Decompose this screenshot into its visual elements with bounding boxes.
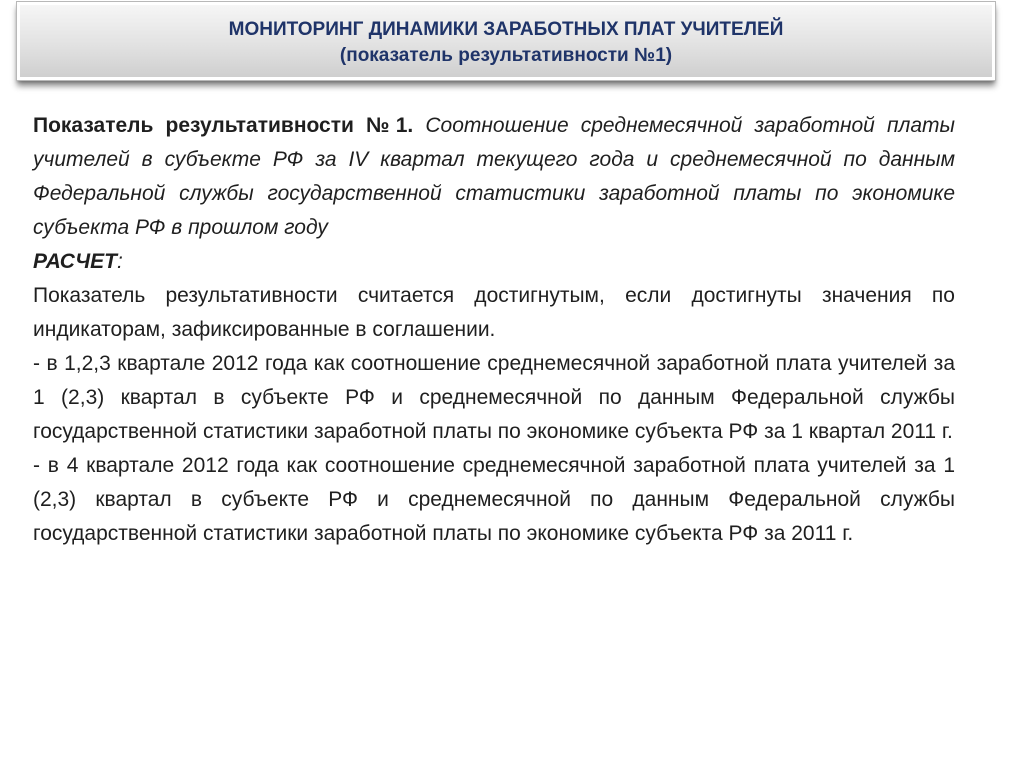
indicator-paragraph xyxy=(33,109,955,245)
slide-title: МОНИТОРИНГ ДИНАМИКИ ЗАРАБОТНЫХ ПЛАТ УЧИТЕЛЕЙ xyxy=(228,19,784,40)
indicator-definition: Соотношение среднемесячной заработной платы учителей в субъекте РФ за IV квартал текущего года и среднемесячной по данным Федеральной службы государственной статистики заработной платы по экономике субъекта РФ в прошлом году xyxy=(33,114,955,239)
calc-heading xyxy=(33,245,955,279)
calc-colon: : xyxy=(116,250,123,273)
slide-subtitle: (показатель результативности №1) xyxy=(339,45,673,66)
slide-title-banner xyxy=(17,2,995,80)
list-item-q123: - в 1,2,3 квартале 2012 года как соотношение среднемесячной заработной плата учителей за 1 (2,3) квартал в субъекте РФ и среднемесячной по данным Федеральной службы государственной статистики заработной платы по экономике субъекта РФ за 1 квартал 2011 г. xyxy=(33,352,955,443)
list-item-q4: - в 4 квартале 2012 года как соотношение среднемесячной заработной плата учителей за 1 (2,3) квартал в субъекте РФ и среднемесячной по данным Федеральной службы государственной статистики заработной платы по экономике субъекта РФ за 2011 г. xyxy=(33,454,955,545)
achievement-paragraph: Показатель результативности считается достигнутым, если достигнуты значения по индикаторам, зафиксированные в соглашении. xyxy=(33,284,955,341)
slide-body xyxy=(33,109,955,551)
indicator-label: Показатель результативности №1. xyxy=(33,114,414,137)
calc-label: РАСЧЕТ xyxy=(33,250,117,273)
